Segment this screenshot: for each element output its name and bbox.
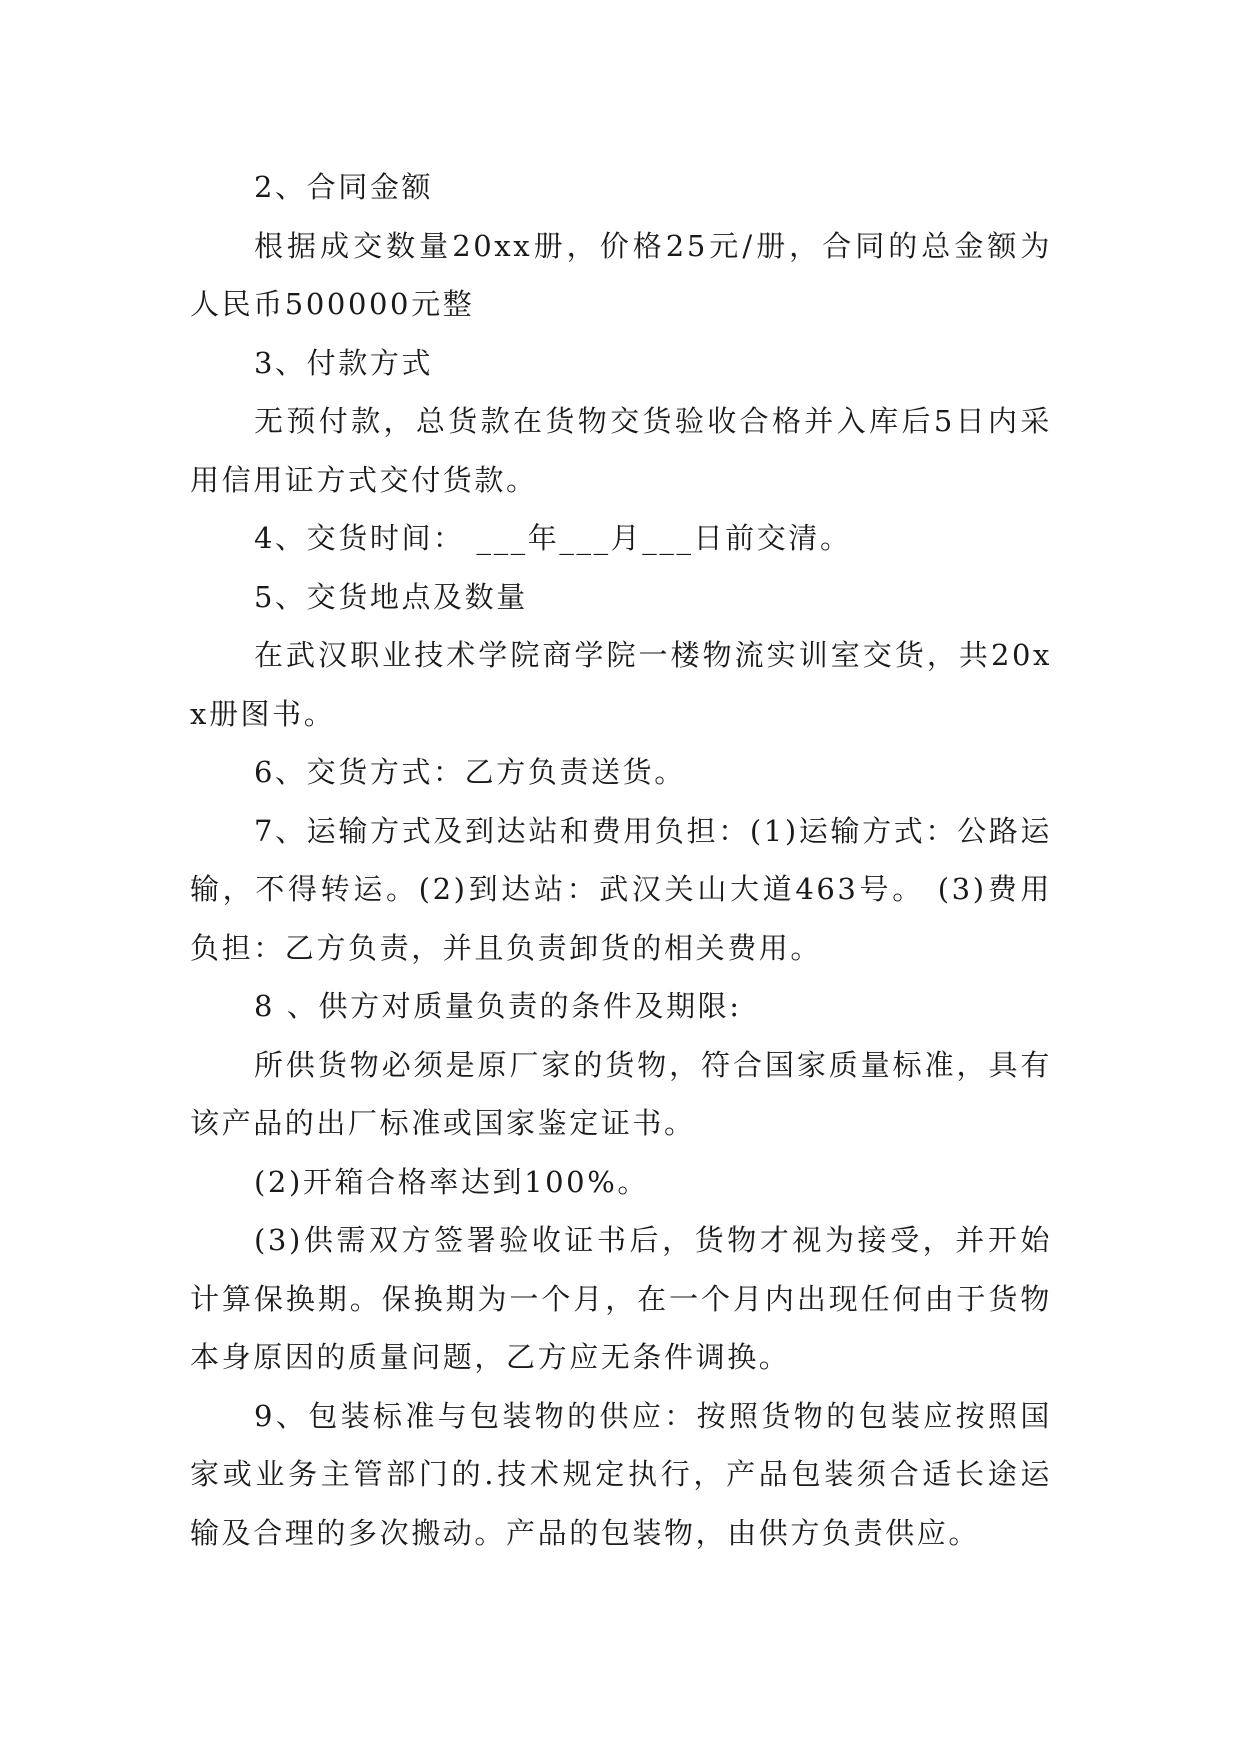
clause-3-heading: 3、付款方式 [254, 345, 434, 380]
clause-7-transport: 7、运输方式及到达站和费用负担：(1)运输方式：公路运输，不得转运。(2)到达站：武汉关山大道463号。 (3)费用负担：乙方负责，并且负责卸货的相关费用。 [190, 813, 1052, 965]
clause-9-packaging: 9、包装标准与包装物的供应：按照货物的包装应按照国家或业务主管部门的.技术规定执行，产品包装须合适长途运输及合理的多次搬动。产品的包装物，由供方负责供应。 [190, 1398, 1052, 1550]
quality-item-2: (2)开箱合格率达到100%。 [254, 1164, 649, 1199]
clause-8-heading: 8 、供方对质量负责的条件及期限: [254, 989, 742, 1023]
contract-amount-text: 根据成交数量20xx册，价格25元/册，合同的总金额为人民币500000元整 [190, 228, 1052, 321]
quality-item-3: (3)供需双方签署验收证书后，货物才视为接受，并开始计算保换期。保换期为一个月，在一个月内出现任何由于货物本身原因的质量问题，乙方应无条件调换。 [190, 1223, 1052, 1374]
clause-5-heading: 5、交货地点及数量 [254, 579, 528, 614]
payment-method-text: 无预付款，总货款在货物交货验收合格并入库后5日内采用信用证方式交付货款。 [190, 404, 1052, 497]
clause-2-heading: 2、合同金额 [254, 170, 434, 204]
clause-6-delivery-method: 6、交货方式：乙方负责送货。 [254, 755, 686, 789]
clause-4-delivery-time: 4、交货时间： ___年___月___日前交清。 [254, 521, 852, 555]
quality-standard-text: 所供货物必须是原厂家的货物，符合国家质量标准，具有该产品的出厂标准或国家鉴定证书。 [190, 1047, 1052, 1140]
delivery-location-text: 在武汉职业技术学院商学院一楼物流实训室交货，共20xx册图书。 [190, 638, 1052, 731]
document-body [190, 158, 1052, 1562]
